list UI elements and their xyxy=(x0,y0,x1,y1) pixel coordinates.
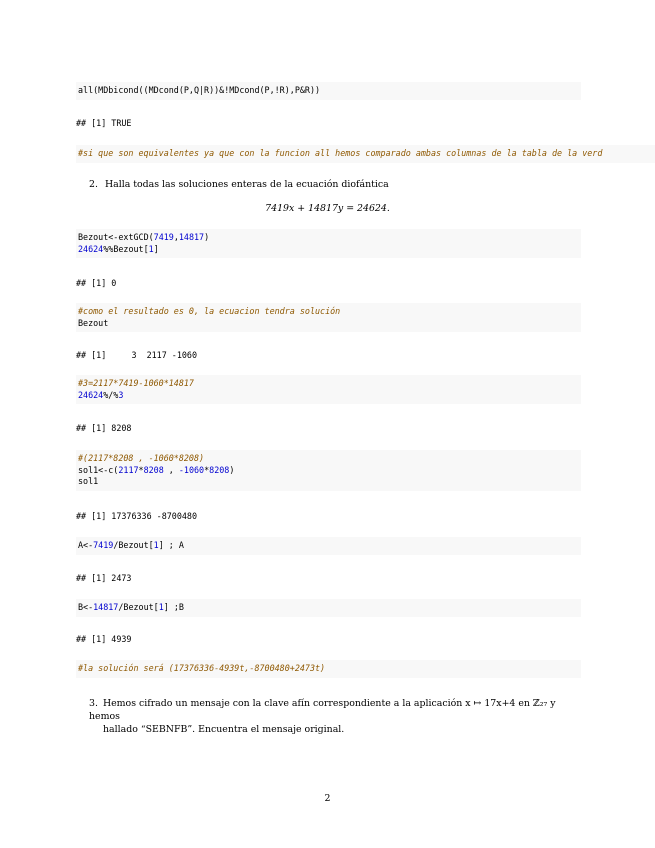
code-chunk-solucion-final xyxy=(76,660,581,678)
tok: <- xyxy=(83,602,94,612)
tok: 7419 xyxy=(93,540,114,550)
output-B: ## [1] 4939 xyxy=(76,634,132,644)
tok: ) xyxy=(204,232,210,242)
tok: Bezout xyxy=(78,232,109,242)
tok: 14817 xyxy=(93,602,119,612)
comment-text: #(2117*8208 , -1060*8208) xyxy=(78,453,205,463)
page-number: 2 xyxy=(324,793,331,804)
tok: , xyxy=(163,464,179,475)
tok: 1 xyxy=(148,243,154,254)
code-chunk-comment-solucion xyxy=(76,303,581,332)
code-chunk-B xyxy=(76,599,581,617)
tok: c( xyxy=(108,464,119,475)
code-chunk-sol1 xyxy=(76,450,581,491)
tok: Bezout[ xyxy=(113,243,149,254)
code-line: sol1 xyxy=(78,476,99,486)
comment-text: #3=2117*7419-1060*14817 xyxy=(78,378,194,388)
tok: 8208 xyxy=(143,464,164,475)
output-bezout: ## [1] 3 2117 -1060 xyxy=(76,350,198,360)
tok: 7419 xyxy=(153,232,174,242)
code-line: all(MDbicond((MDcond(P,Q|R))&!MDcond(P,!R),P&R)) xyxy=(78,85,321,95)
tok: 1 xyxy=(153,540,159,550)
tok: ] ;B xyxy=(163,602,184,612)
output-sol1: ## [1] 17376336 -8700480 xyxy=(76,511,198,521)
exercise-3 xyxy=(89,697,589,736)
equation xyxy=(0,203,655,214)
tok: ] ; A xyxy=(158,540,184,550)
tok: 3 xyxy=(118,389,124,400)
item-line-2: hallado “SEBNFB”. Encuentra el mensaje original. xyxy=(103,724,345,735)
tok: 14817 xyxy=(178,232,205,242)
item-text: Hemos cifrado un mensaje con la clave afín correspondiente a la aplicación x ↦ 17x+4 en ℤ₂₇ y hemos xyxy=(89,698,556,722)
tok: B xyxy=(78,602,84,612)
tok: <- xyxy=(83,540,94,550)
comment-text: #la solución será (17376336-4939t,-8700480+2473t) xyxy=(78,663,326,673)
output-A: ## [1] 2473 xyxy=(76,573,132,583)
tok: * xyxy=(204,464,210,475)
tok: 24624 xyxy=(78,243,104,254)
exercise-2 xyxy=(89,178,389,191)
code-chunk-bezout xyxy=(76,229,581,258)
code-comment-equivalentes xyxy=(76,145,655,163)
tok: 2117 xyxy=(118,464,139,475)
output-true: ## [1] TRUE xyxy=(76,118,132,128)
code-chunk-all xyxy=(76,82,581,100)
tok: /Bezout[ xyxy=(113,540,154,550)
item-number: 3. xyxy=(89,698,98,709)
code-chunk-division xyxy=(76,375,581,404)
tok: ) xyxy=(229,464,235,475)
tok: -1060 xyxy=(178,464,205,475)
code-chunk-A xyxy=(76,537,581,555)
tok: ] xyxy=(153,243,159,254)
tok: <- xyxy=(98,464,109,475)
comment-text: #como el resultado es 0, la ecuacion tendra solución xyxy=(78,306,341,316)
item-number: 2. xyxy=(89,179,98,190)
tok: 8208 xyxy=(209,464,230,475)
tok: /Bezout[ xyxy=(118,602,159,612)
output-zero: ## [1] 0 xyxy=(76,278,117,288)
tok: A xyxy=(78,540,84,550)
tok: * xyxy=(138,464,144,475)
tok: %/% xyxy=(103,389,119,400)
tok: sol1 xyxy=(78,464,99,475)
tok: <- xyxy=(108,232,119,242)
equation-text: 7419x + 14817y = 24624. xyxy=(265,203,390,214)
tok: 1 xyxy=(158,602,164,612)
output-8208: ## [1] 8208 xyxy=(76,423,132,433)
comment-text: #si que son equivalentes ya que con la funcion all hemos comparado ambas columnas de la tabla de la verd xyxy=(78,148,603,158)
tok: extGCD( xyxy=(118,232,154,242)
item-text: Halla todas las soluciones enteras de la ecuación diofántica xyxy=(104,179,389,190)
tok: %% xyxy=(103,243,114,254)
tok: 24624 xyxy=(78,389,104,400)
item-line-1 xyxy=(89,697,589,723)
code-line: Bezout xyxy=(78,317,109,328)
tok: , xyxy=(173,232,179,242)
